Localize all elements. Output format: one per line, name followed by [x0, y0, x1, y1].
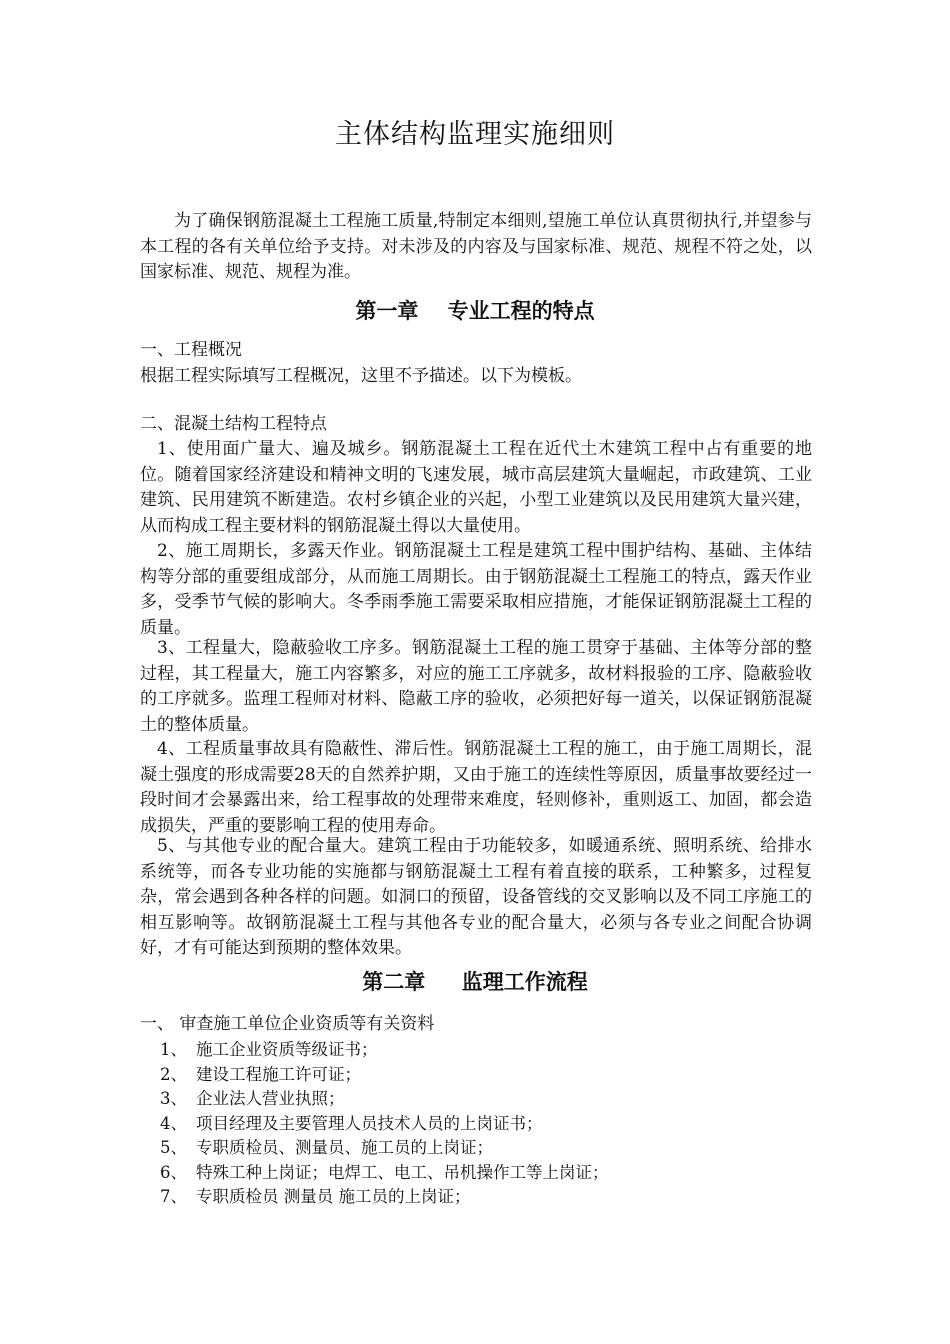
list-item-text: 施工企业资质等级证书； [196, 1040, 378, 1059]
list-item [160, 1087, 609, 1112]
list-item-number: 6、 [160, 1162, 187, 1182]
list-item [160, 1063, 609, 1088]
list-item-number: 1、 [160, 1040, 187, 1059]
section-heading-qualification-review: 一、 审查施工单位企业资质等有关资料 [140, 1014, 435, 1034]
chapter-1-heading: 第一章 专业工程的特点 [355, 298, 595, 323]
feature-paragraph-3: 3、工程量大，隐蔽验收工序多。钢筋混凝土工程的施工贯穿于基础、主体等分部的整过程，其工程量大，施工内容繁多，对应的施工工序就多，故材料报验的工序、隐蔽验收的工序就多。监理工程师对材料、隐蔽工序的验收，必须把好每一道关，以保证钢筋混凝土的整体质量。 [140, 638, 812, 735]
feature-paragraph-4: 4、工程质量事故具有隐蔽性、滞后性。钢筋混凝土工程的施工，由于施工周期长，混凝土强度的形成需要28天的自然养护期，又由于施工的连续性等原因，质量事故要经过一段时间才会暴露出来，给工程事故的处理带来难度，轻则修补，重则返工、加固，都会造成损失，严重的要影响工程的使用寿命。 [140, 739, 812, 836]
list-item [160, 1038, 609, 1063]
list-item [160, 1161, 609, 1186]
qualification-document-list [160, 1038, 609, 1210]
list-item-text: 特殊工种上岗证；电焊工、电工、吊机操作工等上岗证； [196, 1162, 609, 1182]
chapter-2-heading: 第二章 监理工作流程 [362, 969, 588, 994]
intro-paragraph: 为了确保钢筋混凝土工程施工质量,特制定本细则,望施工单位认真贯彻执行,并望参与本工程的各有关单位给予支持。对未涉及的内容及与国家标准、规范、规程不符之处，以国家标准、规范、规程为准。 [140, 211, 812, 282]
list-item-number: 2、 [160, 1064, 187, 1084]
document-title: 主体结构监理实施细则 [335, 119, 615, 150]
feature-paragraph-1: 1、使用面广量大、遍及城乡。钢筋混凝土工程在近代土木建筑工程中占有重要的地位。随着国家经济建设和精神文明的飞速发展，城市高层建筑大量崛起，市政建筑、工业建筑、民用建筑不断建造。农村乡镇企业的兴起，小型工业建筑以及民用建筑大量兴建，从而构成工程主要材料的钢筋混凝土得以大量使用。 [140, 439, 812, 536]
list-item-number: 7、 [160, 1187, 187, 1206]
overview-text: 根据工程实际填写工程概况，这里不予描述。以下为模板。 [140, 366, 582, 386]
list-item [160, 1185, 609, 1210]
list-item-number: 3、 [160, 1089, 187, 1108]
list-item-text: 专职质检员 测量员 施工员的上岗证； [196, 1187, 471, 1206]
list-item-number: 4、 [160, 1113, 187, 1133]
section-heading-concrete-features: 二、混凝土结构工程特点 [140, 414, 327, 434]
feature-paragraph-5: 5、与其他专业的配合量大。建筑工程由于功能较多，如暖通系统、照明系统、给排水系统等，而各专业功能的实施都与钢筋混凝土工程有着直接的联系，工种繁多，过程复杂，常会遇到各种各样的问题。如洞口的预留，设备管线的交叉影响以及不同工序施工的相互影响等。故钢筋混凝土工程与其他各专业的配合量大，必须与各专业之间配合协调好，才有可能达到预期的整体效果。 [140, 836, 812, 958]
list-item-text: 专职质检员、测量员、施工员的上岗证； [196, 1138, 493, 1157]
feature-paragraph-2: 2、施工周期长，多露天作业。钢筋混凝土工程是建筑工程中围护结构、基础、主体结构等分部的重要组成部分，从而施工周期长。由于钢筋混凝土工程施工的特点，露天作业多，受季节气候的影响大。冬季雨季施工需要采取相应措施，才能保证钢筋混凝土工程的质量。 [140, 541, 812, 638]
list-item-number: 5、 [160, 1138, 187, 1157]
list-item-text: 建设工程施工许可证； [196, 1064, 361, 1084]
list-item [160, 1112, 609, 1137]
section-heading-overview: 一、工程概况 [140, 340, 242, 360]
list-item-text: 项目经理及主要管理人员技术人员的上岗证书； [196, 1113, 543, 1133]
list-item [160, 1136, 609, 1161]
list-item-text: 企业法人营业执照； [196, 1089, 345, 1108]
